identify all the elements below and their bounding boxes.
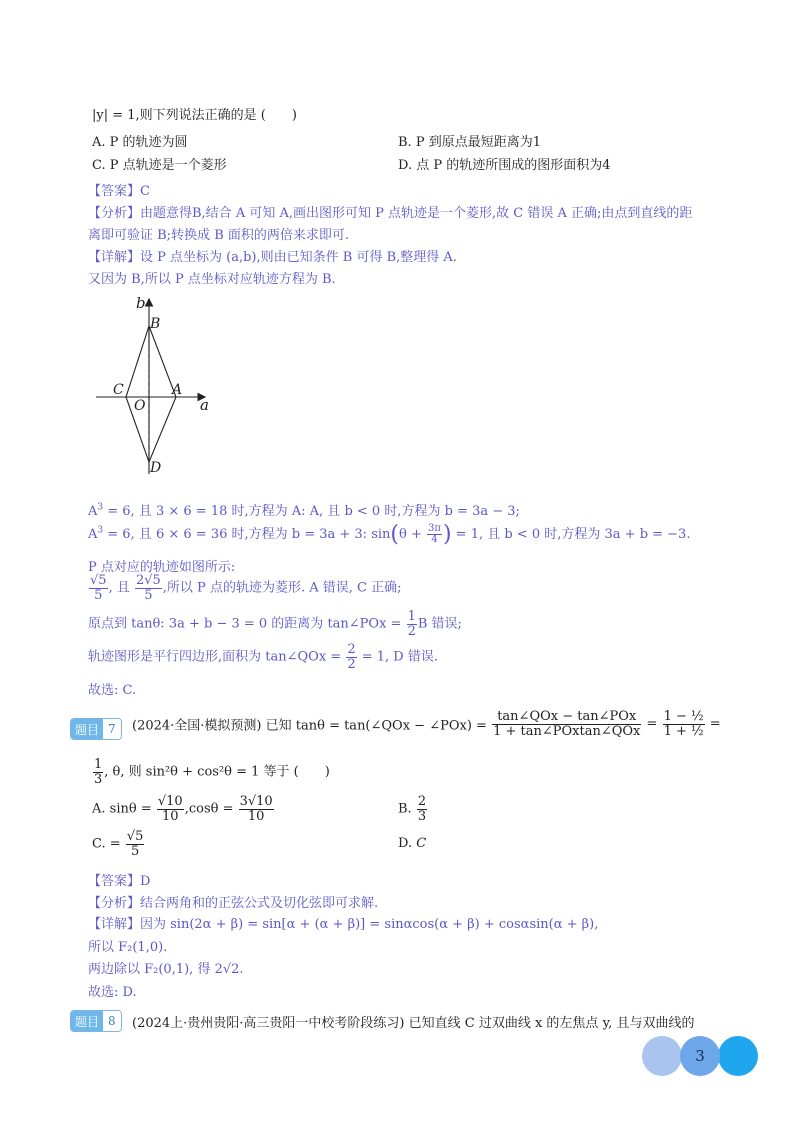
math-text: , 且: [108, 580, 130, 596]
fraction: $\frac{2√5}{5}$: [135, 573, 161, 603]
solution-line-5: [88, 610, 462, 638]
page-deco-circle-right: [718, 1036, 758, 1076]
fraction: $\frac{\text{tan∠QOx − tan∠POx}}{\text{1 + tan∠POxtan∠QOx}}$: [493, 709, 641, 739]
math-text: = 6, 且 6 × 6 = 36 时,方程为 b = 3a + 3: sin: [107, 527, 391, 542]
superscript: 3: [97, 502, 104, 513]
detail-7-line1: 【详解】因为 sin(2α + β) = sin[α + (α + β)] = sinαcos(α + β) + cosαsin(α + β),: [88, 917, 599, 932]
math-text: ,cosθ =: [184, 801, 234, 817]
point-label-c: C: [113, 382, 124, 398]
point-label-b: B: [150, 316, 161, 332]
question-badge-8: [70, 1010, 122, 1032]
fraction: $\frac{3\pi}{4}$: [428, 522, 441, 545]
option-a[interactable]: [92, 131, 188, 150]
badge-label: 题目: [71, 1011, 103, 1031]
math-text: θ +: [399, 527, 422, 542]
math-text: B 错误;: [417, 616, 462, 632]
point-label-o: O: [134, 398, 146, 414]
option-d[interactable]: [398, 154, 611, 173]
fraction: $\frac{√5}{5}$: [90, 573, 107, 603]
badge-number: 7: [103, 719, 121, 739]
point-label-a: A: [172, 382, 183, 398]
math-text: = 1, 且 b < 0 时,方程为 3a + b = −3.: [455, 527, 691, 542]
fraction: $\frac{2}{3}$: [417, 794, 427, 824]
option-text: C: [416, 836, 427, 851]
fraction: $\frac{√10}{10}$: [157, 794, 183, 824]
fraction: $\frac{1}{3}$: [94, 757, 103, 787]
analysis-6-line1: 【分析】由题意得B,结合 A 可知 A,画出图形可知 P 点轨迹是一个菱形,故 C 错误 A 正确;由点到直线的距: [88, 206, 693, 221]
stem-text: , θ, 则 sin²θ + cos²θ = 1 等于 ( ): [104, 764, 330, 780]
option-text: P 点轨迹是一个菱形: [109, 158, 227, 173]
fraction: $\frac{1}{2}$: [407, 609, 416, 639]
solution-line-6: [88, 643, 438, 671]
math-text: =: [709, 716, 721, 732]
detail-6-line1: 【详解】设 P 点坐标为 (a,b),则由已知条件 B 可得 B,整理得 A.: [88, 250, 457, 265]
point-label-d: D: [150, 460, 162, 476]
question-8-stem: (2024上·贵州贵阳·高三贵阳一中校考阶段练习) 已知直线 C 过双曲线 x 的左焦点 y, 且与双曲线的: [132, 1016, 695, 1031]
option-7a[interactable]: [92, 795, 275, 823]
option-7d[interactable]: [398, 836, 426, 851]
solution-line-4: [88, 574, 401, 602]
badge-number: 8: [103, 1011, 121, 1031]
option-key: C.: [92, 836, 106, 852]
math-text: = 6, 且 3 × 6 = 18 时,方程为 A: A, 且 b < 0 时,方程为 b = 3a − 3;: [107, 504, 520, 519]
analysis-7: 【分析】结合两角和的正弦公式及切化弦即可求解.: [88, 896, 379, 911]
option-key: D.: [398, 158, 413, 173]
option-text: 点 P 的轨迹所围成的图形面积为4: [416, 158, 611, 173]
option-key: C.: [92, 158, 106, 173]
fraction: $\frac{2}{2}$: [347, 642, 356, 672]
question-badge-7: [70, 718, 122, 740]
stem-text: (2024·全国·模拟预测) 已知 tanθ = tan(∠QOx − ∠POx) =: [132, 718, 487, 734]
math-term: A: [88, 527, 98, 542]
math-text: =: [109, 836, 121, 852]
question-6-stem: |y| = 1,则下列说法正确的是 ( ): [92, 108, 297, 123]
axis-label-b: b: [136, 294, 146, 312]
option-b[interactable]: [398, 131, 541, 150]
rhombus-outline: [126, 326, 176, 462]
math-text: = 1, D 错误.: [361, 649, 438, 665]
math-text: 轨迹图形是平行四边形,面积为 tan∠QOx =: [88, 649, 342, 665]
badge-label: 题目: [71, 719, 103, 739]
option-key: A.: [92, 135, 106, 150]
answer-7: 【答案】D: [88, 874, 151, 889]
math-text: sinθ =: [109, 801, 152, 817]
page-deco-circle-left: [642, 1036, 682, 1076]
option-c[interactable]: [92, 154, 227, 173]
fraction: $\frac{3√10}{10}$: [239, 794, 273, 824]
page-number-text: 3: [695, 1047, 705, 1065]
axis-label-a: a: [200, 396, 209, 414]
math-text: =: [646, 716, 658, 732]
detail-7-line4: 故选: D.: [88, 985, 137, 1000]
analysis-6-line2: 离即可验证 B;转换成 B 面积的两倍来求即可.: [88, 228, 350, 243]
detail-7-line2: 所以 F₂(1,0).: [88, 940, 168, 955]
page-number: [680, 1036, 720, 1076]
question-7-stem-line2: [92, 758, 330, 786]
math-text: ,所以 P 点的轨迹为菱形. A 错误, C 正确;: [162, 580, 402, 596]
detail-6-line2: 又因为 B,所以 P 点坐标对应轨迹方程为 B.: [88, 272, 336, 287]
superscript: 3: [97, 525, 104, 536]
solution-line-1: [88, 500, 520, 519]
option-key: D.: [398, 836, 413, 851]
option-7c[interactable]: [92, 830, 145, 858]
detail-7-line3: 两边除以 F₂(0,1), 得 2√2.: [88, 962, 244, 977]
option-7b[interactable]: [398, 795, 428, 823]
solution-conclusion-6: 故选: C.: [88, 683, 137, 698]
option-text: P 的轨迹为圆: [109, 135, 188, 150]
rhombus-figure: [92, 292, 222, 482]
option-key: B.: [398, 801, 412, 817]
math-term: A: [88, 504, 98, 519]
solution-line-2: $A^3 = 6$, 且 6 × 6 = 36 时,方程为 b = 3a + 3: sin(θ + $\frac{3\pi}{4}$ ) = 1, 且 b < 0 时,方程为 3a + b = −3.: [88, 522, 691, 547]
question-7-stem-line1: [132, 710, 721, 738]
solution-line-3: P 点对应的轨迹如图所示:: [88, 560, 236, 575]
fraction: $\frac{√5}{5}$: [126, 829, 144, 859]
option-key: B.: [398, 135, 412, 150]
answer-6: 【答案】C: [88, 184, 150, 199]
option-text: P 到原点最短距离为1: [415, 135, 541, 150]
option-key: A.: [92, 801, 106, 817]
fraction: $\frac{\text{1 − ½}}{\text{1 + ½}}$: [663, 709, 704, 739]
math-text: 原点到 tanθ: 3a + b − 3 = 0 的距离为 tan∠POx =: [88, 616, 402, 632]
